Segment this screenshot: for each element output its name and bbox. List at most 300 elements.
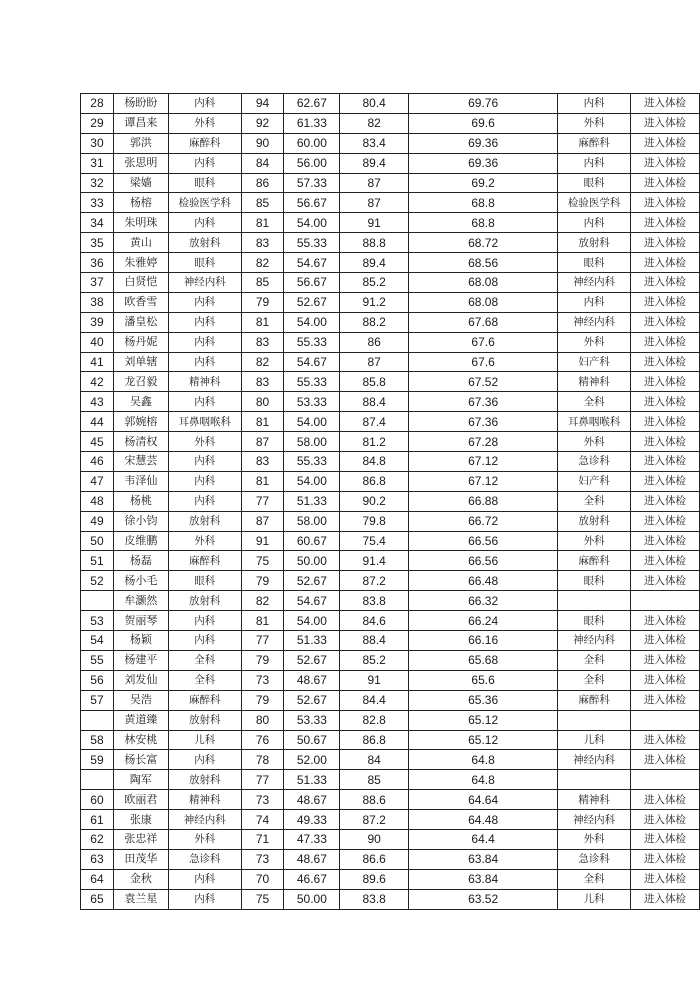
applied-dept-cell: 外科 [168,829,241,849]
row-number-cell: 65 [81,889,114,909]
converted-score-cell: 46.67 [284,869,340,889]
assigned-dept-cell: 外科 [558,531,631,551]
applied-dept-cell: 内科 [168,292,241,312]
name-cell: 杨清权 [113,432,168,452]
table-row [81,193,700,213]
table-row [81,611,700,631]
applied-dept-cell: 内科 [168,392,241,412]
written-score-cell: 83 [241,233,284,253]
table-row [81,273,700,293]
converted-score-cell: 56.00 [284,153,340,173]
total-score-cell: 64.48 [409,810,558,830]
row-number-cell [81,591,114,611]
table-row [81,412,700,432]
table-row [81,432,700,452]
name-cell: 潘皇松 [113,312,168,332]
applied-dept-cell: 精神科 [168,372,241,392]
written-score-cell: 94 [241,94,284,114]
applied-dept-cell: 外科 [168,531,241,551]
name-cell: 刘发仙 [113,670,168,690]
table-row [81,113,700,133]
row-number-cell: 29 [81,113,114,133]
written-score-cell: 92 [241,113,284,133]
row-number-cell: 36 [81,253,114,273]
row-number-cell: 48 [81,491,114,511]
row-number-cell: 37 [81,273,114,293]
applied-dept-cell: 眼科 [168,571,241,591]
applied-dept-cell: 内科 [168,869,241,889]
table-row [81,253,700,273]
written-score-cell: 73 [241,670,284,690]
applied-dept-cell: 内科 [168,312,241,332]
result-cell: 进入体检 [631,233,700,253]
interview-score-cell: 83.4 [340,133,409,153]
name-cell: 吴鑫 [113,392,168,412]
interview-score-cell: 86 [340,332,409,352]
applied-dept-cell: 内科 [168,471,241,491]
name-cell: 杨小毛 [113,571,168,591]
assigned-dept-cell: 精神科 [558,372,631,392]
applied-dept-cell: 麻醉科 [168,133,241,153]
row-number-cell: 63 [81,849,114,869]
name-cell: 朱明珠 [113,213,168,233]
table-row [81,591,700,611]
table-row [81,710,700,730]
applied-dept-cell: 内科 [168,750,241,770]
applied-dept-cell: 全科 [168,670,241,690]
converted-score-cell: 54.00 [284,611,340,631]
converted-score-cell: 54.00 [284,471,340,491]
result-cell: 进入体检 [631,810,700,830]
table-row [81,352,700,372]
assigned-dept-cell: 神经内科 [558,631,631,651]
table-body [81,94,700,910]
assigned-dept-cell: 神经内科 [558,810,631,830]
name-cell: 龙召毅 [113,372,168,392]
row-number-cell: 64 [81,869,114,889]
row-number-cell: 31 [81,153,114,173]
written-score-cell: 81 [241,312,284,332]
result-cell: 进入体检 [631,690,700,710]
converted-score-cell: 50.67 [284,730,340,750]
result-cell: 进入体检 [631,213,700,233]
table-row [81,133,700,153]
row-number-cell: 32 [81,173,114,193]
assigned-dept-cell: 外科 [558,113,631,133]
converted-score-cell: 51.33 [284,491,340,511]
assigned-dept-cell: 麻醉科 [558,690,631,710]
interview-score-cell: 82.8 [340,710,409,730]
converted-score-cell: 54.67 [284,352,340,372]
applied-dept-cell: 眼科 [168,173,241,193]
row-number-cell: 30 [81,133,114,153]
interview-score-cell: 87 [340,193,409,213]
table-row [81,770,700,790]
converted-score-cell: 57.33 [284,173,340,193]
converted-score-cell: 58.00 [284,511,340,531]
written-score-cell: 77 [241,631,284,651]
assigned-dept-cell: 外科 [558,332,631,352]
result-cell: 进入体检 [631,471,700,491]
name-cell: 杨颖 [113,631,168,651]
written-score-cell: 81 [241,412,284,432]
result-cell: 进入体检 [631,94,700,114]
table-row [81,869,700,889]
name-cell: 陶军 [113,770,168,790]
applied-dept-cell: 精神科 [168,790,241,810]
converted-score-cell: 53.33 [284,392,340,412]
table-row [81,670,700,690]
table-row [81,312,700,332]
table-row [81,810,700,830]
written-score-cell: 83 [241,452,284,472]
converted-score-cell: 53.33 [284,710,340,730]
name-cell: 皮维鹏 [113,531,168,551]
interview-score-cell: 85 [340,770,409,790]
total-score-cell: 69.36 [409,133,558,153]
applied-dept-cell: 麻醉科 [168,551,241,571]
total-score-cell: 69.36 [409,153,558,173]
row-number-cell: 57 [81,690,114,710]
total-score-cell: 64.8 [409,770,558,790]
written-score-cell: 80 [241,710,284,730]
name-cell: 杨盼盼 [113,94,168,114]
converted-score-cell: 52.67 [284,292,340,312]
written-score-cell: 79 [241,292,284,312]
table-row [81,730,700,750]
interview-score-cell: 85.2 [340,273,409,293]
converted-score-cell: 49.33 [284,810,340,830]
interview-score-cell: 84.6 [340,611,409,631]
name-cell: 吴浩 [113,690,168,710]
assigned-dept-cell: 外科 [558,829,631,849]
total-score-cell: 66.48 [409,571,558,591]
interview-score-cell: 86.8 [340,730,409,750]
written-score-cell: 71 [241,829,284,849]
total-score-cell: 66.56 [409,531,558,551]
total-score-cell: 66.72 [409,511,558,531]
result-cell [631,710,700,730]
result-cell: 进入体检 [631,452,700,472]
applied-dept-cell: 内科 [168,491,241,511]
total-score-cell: 69.76 [409,94,558,114]
name-cell: 黄山 [113,233,168,253]
row-number-cell [81,710,114,730]
converted-score-cell: 54.00 [284,412,340,432]
assigned-dept-cell [558,591,631,611]
assigned-dept-cell: 急诊科 [558,849,631,869]
table-row [81,690,700,710]
row-number-cell: 34 [81,213,114,233]
converted-score-cell: 58.00 [284,432,340,452]
interview-score-cell: 87.2 [340,571,409,591]
applied-dept-cell: 内科 [168,94,241,114]
table-row [81,372,700,392]
interview-score-cell: 85.2 [340,650,409,670]
applied-dept-cell: 内科 [168,611,241,631]
name-cell: 郭婉榕 [113,412,168,432]
assigned-dept-cell: 眼科 [558,611,631,631]
interview-score-cell: 88.2 [340,312,409,332]
result-cell: 进入体检 [631,352,700,372]
assigned-dept-cell: 急诊科 [558,452,631,472]
applied-dept-cell: 内科 [168,352,241,372]
interview-score-cell: 89.4 [340,253,409,273]
written-score-cell: 81 [241,471,284,491]
total-score-cell: 68.56 [409,253,558,273]
total-score-cell: 64.8 [409,750,558,770]
row-number-cell: 41 [81,352,114,372]
applied-dept-cell: 神经内科 [168,810,241,830]
converted-score-cell: 54.00 [284,312,340,332]
result-cell: 进入体检 [631,631,700,651]
assigned-dept-cell: 内科 [558,153,631,173]
written-score-cell: 82 [241,352,284,372]
row-number-cell: 51 [81,551,114,571]
row-number-cell: 43 [81,392,114,412]
table-row [81,750,700,770]
table-row [81,94,700,114]
total-score-cell: 68.8 [409,213,558,233]
row-number-cell: 42 [81,372,114,392]
assigned-dept-cell: 儿科 [558,730,631,750]
converted-score-cell: 55.33 [284,332,340,352]
written-score-cell: 81 [241,611,284,631]
applied-dept-cell: 全科 [168,650,241,670]
assigned-dept-cell: 全科 [558,650,631,670]
assigned-dept-cell: 放射科 [558,233,631,253]
written-score-cell: 86 [241,173,284,193]
interview-score-cell: 88.8 [340,233,409,253]
applied-dept-cell: 麻醉科 [168,690,241,710]
total-score-cell: 69.2 [409,173,558,193]
applied-dept-cell: 检验医学科 [168,193,241,213]
written-score-cell: 73 [241,790,284,810]
total-score-cell: 67.68 [409,312,558,332]
result-cell: 进入体检 [631,392,700,412]
interview-score-cell: 86.6 [340,849,409,869]
result-cell: 进入体检 [631,531,700,551]
converted-score-cell: 62.67 [284,94,340,114]
total-score-cell: 63.84 [409,869,558,889]
applied-dept-cell: 放射科 [168,770,241,790]
assigned-dept-cell: 神经内科 [558,273,631,293]
converted-score-cell: 60.67 [284,531,340,551]
assigned-dept-cell: 检验医学科 [558,193,631,213]
assigned-dept-cell: 眼科 [558,173,631,193]
result-cell: 进入体检 [631,730,700,750]
converted-score-cell: 48.67 [284,790,340,810]
total-score-cell: 64.64 [409,790,558,810]
converted-score-cell: 47.33 [284,829,340,849]
total-score-cell: 66.24 [409,611,558,631]
assigned-dept-cell: 耳鼻咽喉科 [558,412,631,432]
interview-score-cell: 91.4 [340,551,409,571]
applied-dept-cell: 放射科 [168,233,241,253]
interview-score-cell: 87 [340,352,409,372]
written-score-cell: 70 [241,869,284,889]
result-cell: 进入体检 [631,332,700,352]
name-cell: 田茂华 [113,849,168,869]
name-cell: 张思明 [113,153,168,173]
written-score-cell: 75 [241,889,284,909]
assigned-dept-cell: 放射科 [558,511,631,531]
row-number-cell: 40 [81,332,114,352]
table-row [81,153,700,173]
applied-dept-cell: 外科 [168,432,241,452]
table-row [81,233,700,253]
interview-score-cell: 83.8 [340,591,409,611]
row-number-cell: 45 [81,432,114,452]
interview-score-cell: 81.2 [340,432,409,452]
table-row [81,392,700,412]
row-number-cell: 56 [81,670,114,690]
name-cell: 黄道臻 [113,710,168,730]
written-score-cell: 85 [241,273,284,293]
table-row [81,790,700,810]
result-cell: 进入体检 [631,372,700,392]
result-cell: 进入体检 [631,173,700,193]
written-score-cell: 83 [241,372,284,392]
total-score-cell: 67.6 [409,352,558,372]
result-cell: 进入体检 [631,153,700,173]
converted-score-cell: 52.67 [284,650,340,670]
row-number-cell: 35 [81,233,114,253]
result-cell: 进入体检 [631,412,700,432]
assigned-dept-cell: 儿科 [558,889,631,909]
name-cell: 杨磊 [113,551,168,571]
total-score-cell: 67.52 [409,372,558,392]
assigned-dept-cell: 麻醉科 [558,133,631,153]
written-score-cell: 73 [241,849,284,869]
total-score-cell: 68.72 [409,233,558,253]
written-score-cell: 77 [241,491,284,511]
table-row [81,173,700,193]
interview-score-cell: 83.8 [340,889,409,909]
row-number-cell: 55 [81,650,114,670]
total-score-cell: 65.6 [409,670,558,690]
interview-score-cell: 75.4 [340,531,409,551]
result-cell: 进入体检 [631,750,700,770]
converted-score-cell: 61.33 [284,113,340,133]
assigned-dept-cell: 全科 [558,491,631,511]
row-number-cell: 62 [81,829,114,849]
table-row [81,452,700,472]
total-score-cell: 63.52 [409,889,558,909]
table-row [81,650,700,670]
row-number-cell: 50 [81,531,114,551]
converted-score-cell: 54.00 [284,213,340,233]
interview-score-cell: 84 [340,750,409,770]
result-cell: 进入体检 [631,790,700,810]
written-score-cell: 83 [241,332,284,352]
row-number-cell: 61 [81,810,114,830]
interview-score-cell: 87 [340,173,409,193]
total-score-cell: 65.36 [409,690,558,710]
total-score-cell: 66.32 [409,591,558,611]
row-number-cell: 49 [81,511,114,531]
interview-score-cell: 84.4 [340,690,409,710]
written-score-cell: 87 [241,432,284,452]
result-cell: 进入体检 [631,849,700,869]
interview-score-cell: 91.2 [340,292,409,312]
table-row [81,332,700,352]
interview-score-cell: 89.6 [340,869,409,889]
table-row [81,491,700,511]
row-number-cell: 33 [81,193,114,213]
table-row [81,849,700,869]
result-cell: 进入体检 [631,491,700,511]
result-cell: 进入体检 [631,432,700,452]
row-number-cell: 52 [81,571,114,591]
total-score-cell: 67.36 [409,412,558,432]
assigned-dept-cell: 眼科 [558,253,631,273]
total-score-cell: 65.12 [409,710,558,730]
assigned-dept-cell: 外科 [558,432,631,452]
written-score-cell: 81 [241,213,284,233]
result-cell [631,770,700,790]
interview-score-cell: 80.4 [340,94,409,114]
row-number-cell: 28 [81,94,114,114]
written-score-cell: 84 [241,153,284,173]
written-score-cell: 87 [241,511,284,531]
name-cell: 欧香雪 [113,292,168,312]
converted-score-cell: 56.67 [284,273,340,293]
converted-score-cell: 52.00 [284,750,340,770]
result-cell: 进入体检 [631,889,700,909]
table-row [81,551,700,571]
interview-score-cell: 87.2 [340,810,409,830]
interview-score-cell: 88.6 [340,790,409,810]
assigned-dept-cell: 神经内科 [558,750,631,770]
converted-score-cell: 52.67 [284,571,340,591]
row-number-cell: 44 [81,412,114,432]
table-row [81,213,700,233]
converted-score-cell: 48.67 [284,849,340,869]
assigned-dept-cell: 内科 [558,292,631,312]
interview-score-cell: 89.4 [340,153,409,173]
written-score-cell: 79 [241,650,284,670]
applied-dept-cell: 内科 [168,153,241,173]
name-cell: 金秋 [113,869,168,889]
row-number-cell: 54 [81,631,114,651]
assigned-dept-cell [558,770,631,790]
result-cell: 进入体检 [631,113,700,133]
result-cell [631,591,700,611]
name-cell: 张康 [113,810,168,830]
converted-score-cell: 51.33 [284,770,340,790]
total-score-cell: 66.88 [409,491,558,511]
interview-score-cell: 86.8 [340,471,409,491]
name-cell: 杨丹妮 [113,332,168,352]
row-number-cell: 47 [81,471,114,491]
name-cell: 袁兰星 [113,889,168,909]
result-cell: 进入体检 [631,133,700,153]
name-cell: 林安桃 [113,730,168,750]
row-number-cell: 46 [81,452,114,472]
row-number-cell: 38 [81,292,114,312]
total-score-cell: 66.56 [409,551,558,571]
converted-score-cell: 51.33 [284,631,340,651]
table-row [81,631,700,651]
converted-score-cell: 56.67 [284,193,340,213]
applied-dept-cell: 放射科 [168,710,241,730]
assigned-dept-cell: 内科 [558,94,631,114]
name-cell: 牟灏然 [113,591,168,611]
total-score-cell: 67.28 [409,432,558,452]
table-row [81,292,700,312]
written-score-cell: 80 [241,392,284,412]
